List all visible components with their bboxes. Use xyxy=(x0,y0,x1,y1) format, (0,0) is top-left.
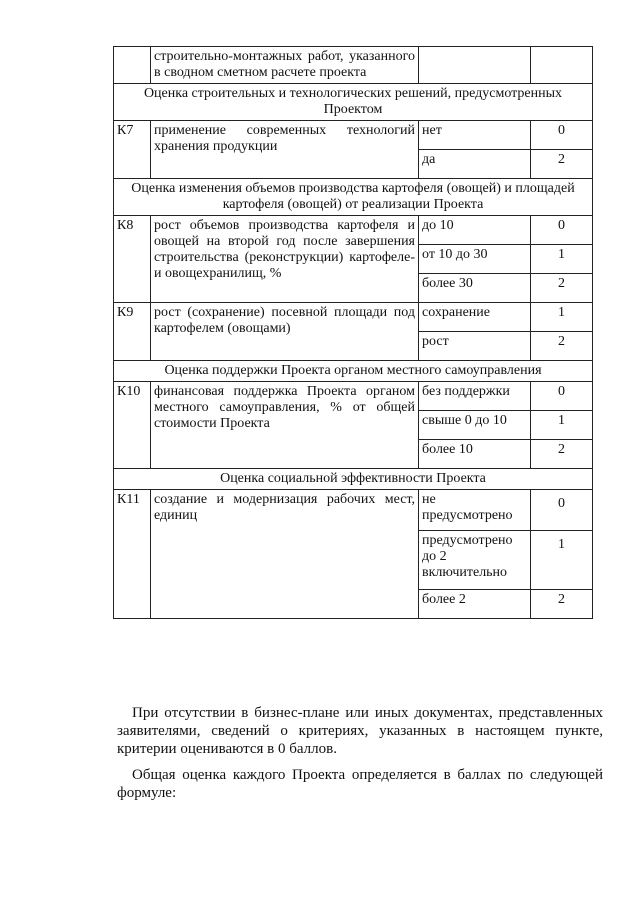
section-heading: Оценка поддержки Проекта органом местного самоуправления xyxy=(114,361,593,382)
criterion-description: применение современных технологий хранения продукции xyxy=(151,121,419,179)
criterion-option: не предусмотрено xyxy=(419,490,531,531)
table-row xyxy=(114,216,593,245)
criterion-option: более 10 xyxy=(419,440,531,469)
criterion-score: 0 xyxy=(531,490,593,531)
table-row xyxy=(114,47,593,84)
criterion-score: 2 xyxy=(531,440,593,469)
formula-intro-paragraph: Общая оценка каждого Проекта определяется в баллах по следующей формуле: xyxy=(117,767,603,801)
criterion-score: 1 xyxy=(531,303,593,332)
criterion-description: строительно-монтажных работ, указанного в сводном сметном расчете проекта xyxy=(151,47,419,84)
criterion-score: 1 xyxy=(531,411,593,440)
criterion-option: без поддержки xyxy=(419,382,531,411)
criterion-option: сохранение xyxy=(419,303,531,332)
criterion-option: да xyxy=(419,150,531,179)
criterion-option: предусмотрено до 2 включительно xyxy=(419,531,531,590)
criterion-score: 2 xyxy=(531,150,593,179)
criterion-score: 2 xyxy=(531,590,593,619)
section-row xyxy=(114,361,593,382)
criterion-description: создание и модернизация рабочих мест, единиц xyxy=(151,490,419,619)
table-row xyxy=(114,121,593,150)
criterion-score: 1 xyxy=(531,531,593,590)
note-paragraph: При отсутствии в бизнес-плане или иных документах, представленных заявителями, сведений о критериях, указанных в настоящем пункте, критерии оцениваются в 0 баллов. xyxy=(117,705,603,757)
section-row xyxy=(114,84,593,121)
criterion-option: свыше 0 до 10 xyxy=(419,411,531,440)
criterion-option: от 10 до 30 xyxy=(419,245,531,274)
section-heading: Оценка социальной эффективности Проекта xyxy=(114,469,593,490)
criterion-code: К7 xyxy=(114,121,151,179)
criterion-score: 0 xyxy=(531,382,593,411)
section-heading: Оценка строительных и технологических решений, предусмотренных Проектом xyxy=(114,84,593,121)
criterion-description: финансовая поддержка Проекта органом местного самоуправления, % от общей стоимости Проекта xyxy=(151,382,419,469)
criterion-description: рост объемов производства картофеля и овощей на второй год после завершения строительства (реконструкции) картофеле- и овощехранилищ, % xyxy=(151,216,419,303)
criterion-code: К10 xyxy=(114,382,151,469)
criterion-score xyxy=(531,47,593,84)
criterion-option: более 30 xyxy=(419,274,531,303)
criterion-option: рост xyxy=(419,332,531,361)
section-row xyxy=(114,469,593,490)
criterion-option: более 2 xyxy=(419,590,531,619)
criterion-score: 2 xyxy=(531,274,593,303)
criterion-score: 1 xyxy=(531,245,593,274)
criterion-code: К9 xyxy=(114,303,151,361)
criterion-score: 0 xyxy=(531,216,593,245)
criterion-option: нет xyxy=(419,121,531,150)
table-row xyxy=(114,382,593,411)
section-heading: Оценка изменения объемов производства картофеля (овощей) и площадей картофеля (овощей) от реализации Проекта xyxy=(114,179,593,216)
criterion-code: К8 xyxy=(114,216,151,303)
criterion-option xyxy=(419,47,531,84)
criterion-score: 2 xyxy=(531,332,593,361)
criterion-option: до 10 xyxy=(419,216,531,245)
criteria-table xyxy=(113,46,593,619)
section-row xyxy=(114,179,593,216)
table-row xyxy=(114,303,593,332)
criterion-score: 0 xyxy=(531,121,593,150)
table-row xyxy=(114,490,593,531)
criterion-code xyxy=(114,47,151,84)
criterion-code: К11 xyxy=(114,490,151,619)
criterion-description: рост (сохранение) посевной площади под картофелем (овощами) xyxy=(151,303,419,361)
